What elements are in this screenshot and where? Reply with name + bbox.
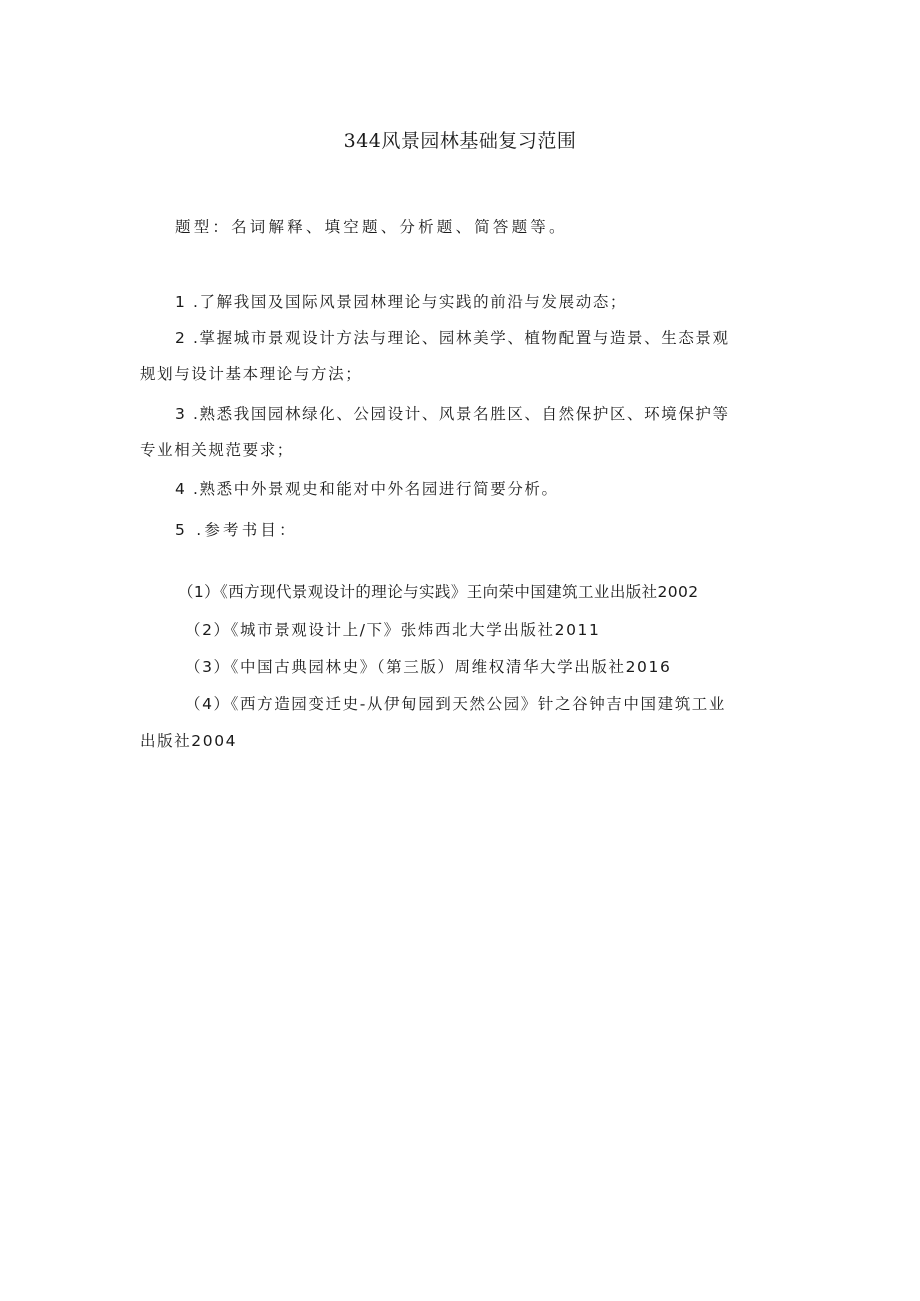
requirement-2-continued: 规划与设计基本理论与方法； — [140, 365, 363, 383]
requirement-5: 5 .参考书目： — [175, 521, 298, 539]
requirement-4: 4 .熟悉中外景观史和能对中外名园进行简要分析。 — [175, 480, 559, 498]
question-types: 题型：名词解释、填空题、分析题、简答题等。 — [175, 218, 568, 236]
reference-1: （1）《西方现代景观设计的理论与实践》王向荣中国建筑工业出版社2002 — [178, 583, 699, 601]
reference-2: （2）《城市景观设计上/下》张炜西北大学出版社2011 — [185, 621, 601, 639]
reference-4: （4）《西方造园变迁史-从伊甸园到天然公园》针之谷钟吉中国建筑工业 — [185, 695, 727, 713]
reference-3: （3）《中国古典园林史》（第三版）周维权清华大学出版社2016 — [185, 658, 672, 676]
requirement-2: 2 .掌握城市景观设计方法与理论、园林美学、植物配置与造景、生态景观 — [175, 329, 730, 347]
requirement-1: 1 .了解我国及国际风景园林理论与实践的前沿与发展动态； — [175, 293, 628, 311]
reference-4-continued: 出版社2004 — [140, 732, 238, 750]
requirement-3-continued: 专业相关规范要求； — [140, 441, 294, 459]
document-title: 344风景园林基础复习范围 — [343, 130, 577, 152]
requirement-3: 3 .熟悉我国园林绿化、公园设计、风景名胜区、自然保护区、环境保护等 — [175, 405, 730, 423]
